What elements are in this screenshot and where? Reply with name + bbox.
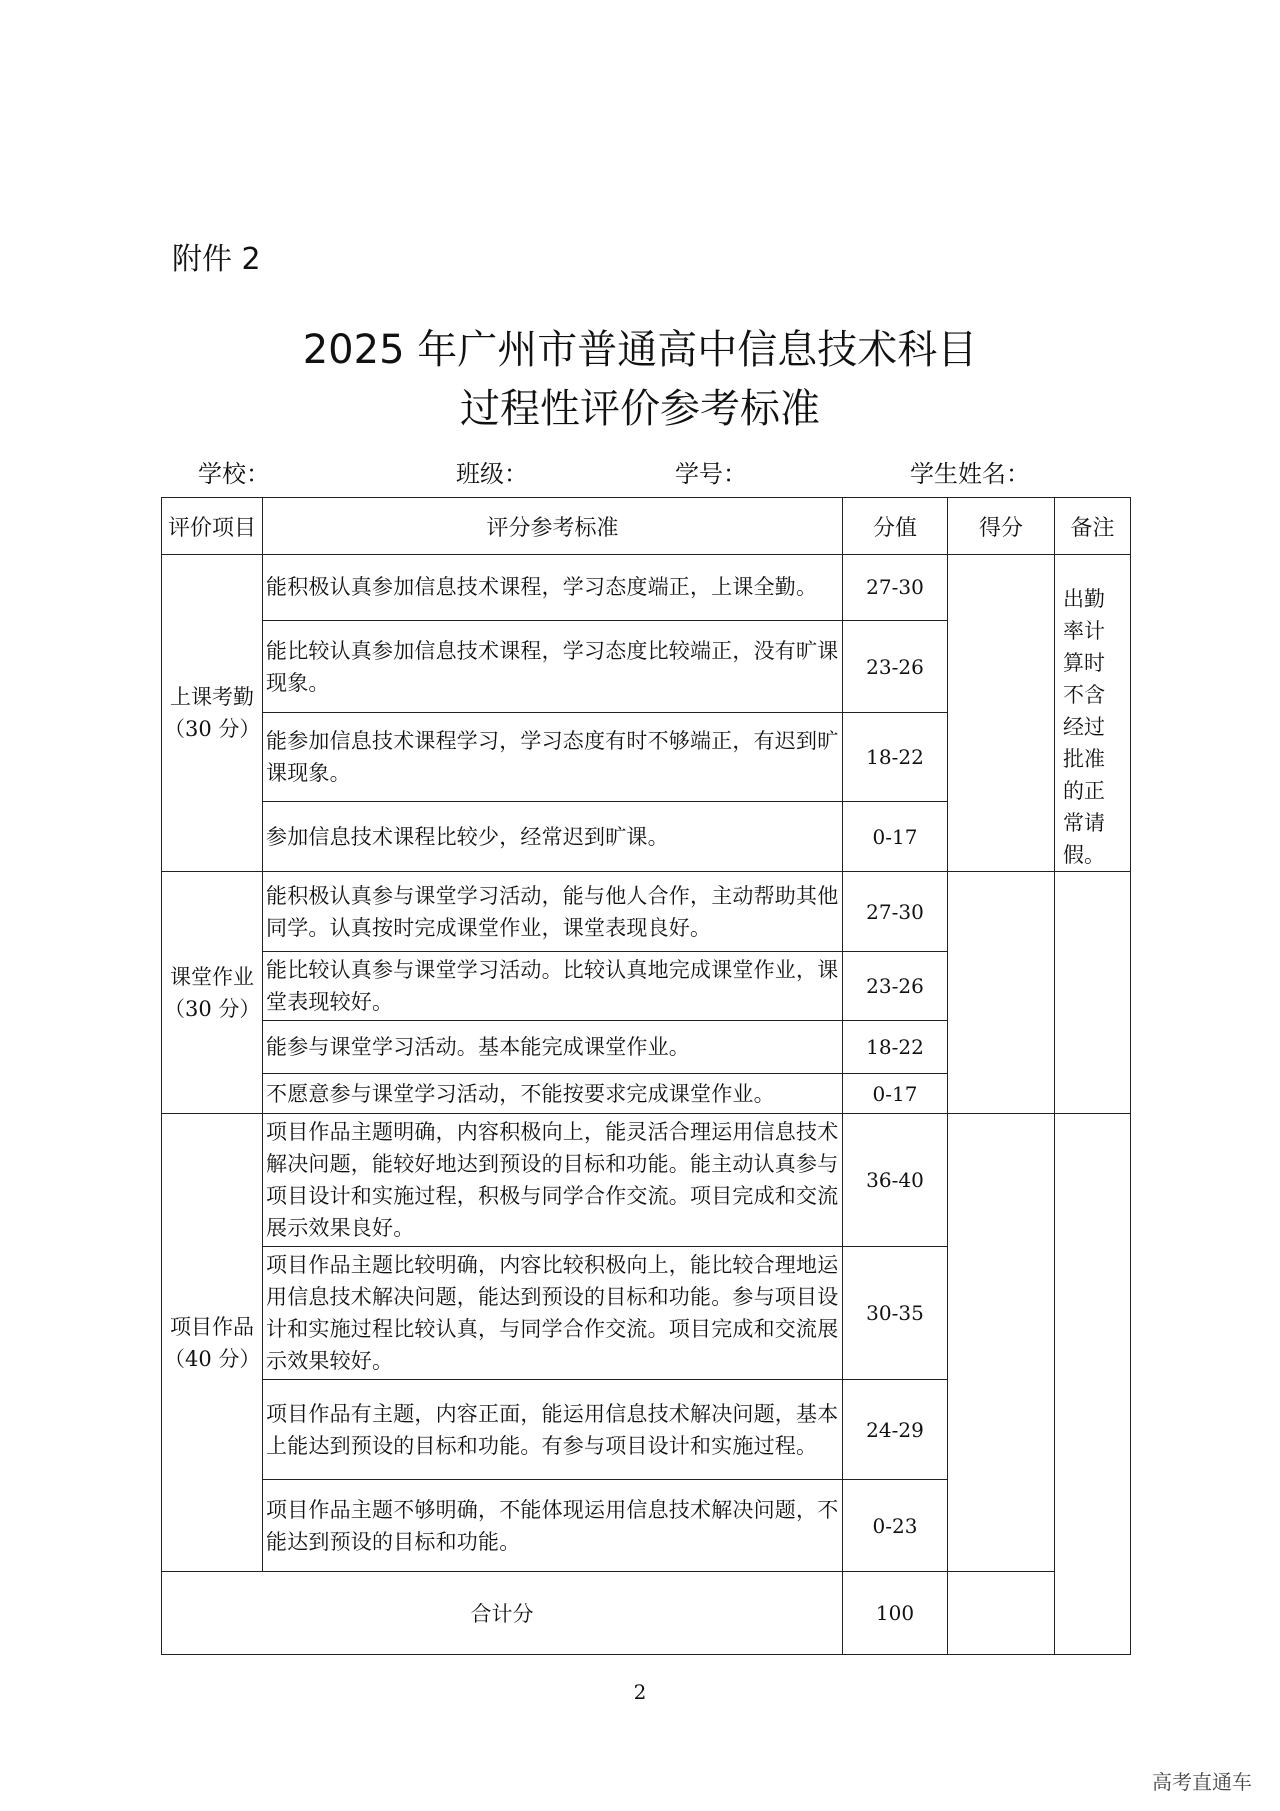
- evaluation-table: [161, 497, 1131, 1655]
- obtained-score-cell[interactable]: [948, 1114, 1055, 1572]
- criterion-cell: 项目作品主题不够明确，不能体现运用信息技术解决问题，不能达到预设的目标和功能。: [263, 1480, 843, 1572]
- school-label: 学校：: [198, 460, 270, 488]
- score-range-cell: 36-40: [843, 1114, 948, 1247]
- remark-cell: [1055, 872, 1131, 1114]
- criterion-cell: 能比较认真参加信息技术课程，学习态度比较端正，没有旷课现象。: [263, 620, 843, 713]
- criterion-cell: 项目作品主题明确，内容积极向上，能灵活合理运用信息技术解决问题，能较好地达到预设的目标和功能。能主动认真参与项目设计和实施过程，积极与同学合作交流。项目完成和交流展示效果良好。: [263, 1114, 843, 1247]
- category-name: 上课考勤: [170, 685, 254, 709]
- table-row: [162, 872, 1131, 952]
- criterion-cell: 不愿意参与课堂学习活动，不能按要求完成课堂作业。: [263, 1074, 843, 1114]
- table-row: [162, 555, 1131, 621]
- criterion-cell: 能参与课堂学习活动。基本能完成课堂作业。: [263, 1021, 843, 1074]
- score-range-cell: 0-17: [843, 1074, 948, 1114]
- class-label: 班级：: [456, 460, 528, 488]
- score-range-cell: 18-22: [843, 713, 948, 802]
- remark-cell: [1055, 1114, 1131, 1655]
- table-header-row: [162, 498, 1131, 555]
- criterion-cell: 能参加信息技术课程学习，学习态度有时不够端正，有迟到旷课现象。: [263, 713, 843, 802]
- header-remark: 备注: [1055, 498, 1131, 555]
- table-row: [162, 1114, 1131, 1247]
- category-points: （40 分）: [164, 1346, 261, 1371]
- criterion-cell: 项目作品有主题，内容正面，能运用信息技术解决问题，基本上能达到预设的目标和功能。有参与项目设计和实施过程。: [263, 1380, 843, 1480]
- page-number: 2: [633, 1680, 647, 1704]
- category-classwork: [162, 872, 263, 1114]
- score-range-cell: 23-26: [843, 620, 948, 713]
- score-range-cell: 30-35: [843, 1247, 948, 1380]
- score-range-cell: 27-30: [843, 555, 948, 621]
- header-category: 评价项目: [162, 498, 263, 555]
- page-subtitle: 过程性评价参考标准: [460, 386, 820, 432]
- score-range-cell: 18-22: [843, 1021, 948, 1074]
- header-score-range: 分值: [843, 498, 948, 555]
- category-points: （30 分）: [164, 996, 261, 1021]
- category-attendance: [162, 555, 263, 872]
- page-title: 2025 年广州市普通高中信息技术科目: [302, 327, 978, 373]
- student-name-label: 学生姓名：: [910, 460, 1030, 488]
- total-label: 合计分: [162, 1572, 843, 1655]
- total-row: [162, 1572, 1131, 1655]
- attachment-label: 附件 2: [172, 242, 261, 277]
- criterion-cell: 能积极认真参加信息技术课程，学习态度端正，上课全勤。: [263, 555, 843, 621]
- criterion-cell: 项目作品主题比较明确，内容比较积极向上，能比较合理地运用信息技术解决问题，能达到预设的目标和功能。参与项目设计和实施过程比较认真，与同学合作交流。项目完成和交流展示效果较好。: [263, 1247, 843, 1380]
- remark-cell: 出勤率计算时不含经过批准的正常请假。: [1055, 555, 1131, 872]
- score-range-cell: 27-30: [843, 872, 948, 952]
- score-range-cell: 23-26: [843, 952, 948, 1021]
- total-score-range: 100: [843, 1572, 948, 1655]
- criterion-cell: 能积极认真参与课堂学习活动，能与他人合作，主动帮助其他同学。认真按时完成课堂作业，课堂表现良好。: [263, 872, 843, 952]
- total-obtained-score[interactable]: [948, 1572, 1055, 1655]
- score-range-cell: 24-29: [843, 1380, 948, 1480]
- category-name: 项目作品: [170, 1314, 254, 1339]
- criterion-cell: 能比较认真参与课堂学习活动。比较认真地完成课堂作业，课堂表现较好。: [263, 952, 843, 1021]
- header-obtained-score: 得分: [948, 498, 1055, 555]
- obtained-score-cell[interactable]: [948, 872, 1055, 1114]
- score-range-cell: 0-23: [843, 1480, 948, 1572]
- criterion-cell: 参加信息技术课程比较少，经常迟到旷课。: [263, 802, 843, 872]
- obtained-score-cell[interactable]: [948, 555, 1055, 872]
- header-criteria: 评分参考标准: [263, 498, 843, 555]
- score-range-cell: 0-17: [843, 802, 948, 872]
- category-project: [162, 1114, 263, 1572]
- category-points: （30 分）: [164, 717, 261, 741]
- student-number-label: 学号：: [675, 460, 747, 488]
- category-name: 课堂作业: [170, 964, 254, 989]
- watermark: 高考直通车: [1152, 1770, 1252, 1794]
